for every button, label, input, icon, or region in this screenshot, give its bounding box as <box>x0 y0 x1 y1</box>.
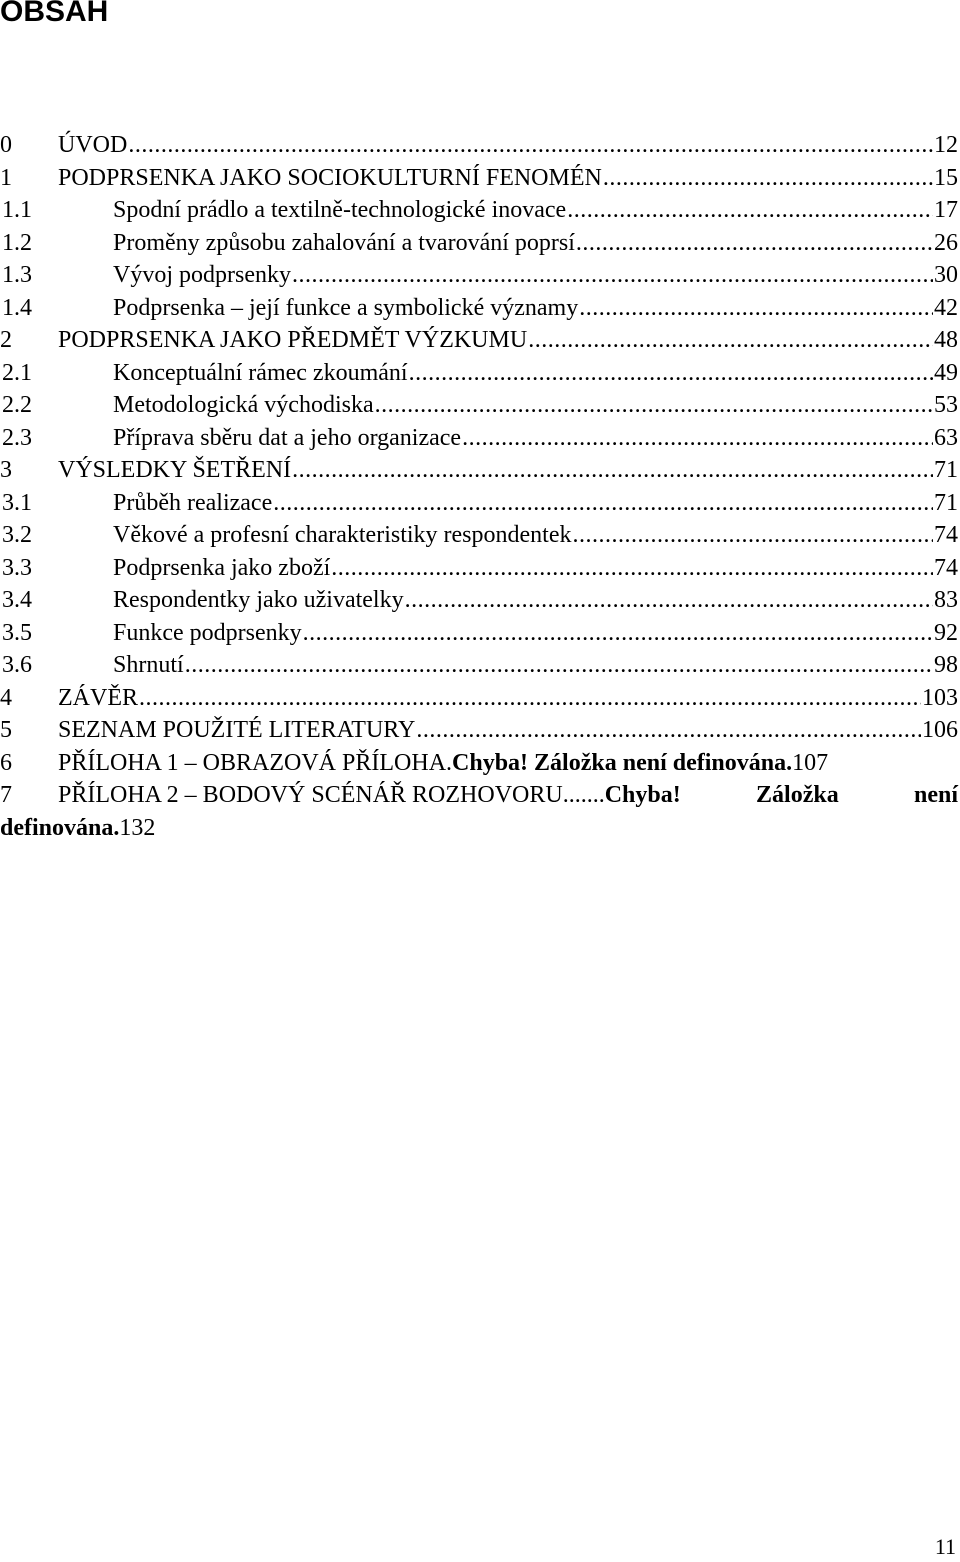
toc-entry[interactable] <box>0 357 958 390</box>
toc-entry[interactable] <box>0 617 958 650</box>
toc-entry-title: Shrnutí <box>113 652 184 678</box>
toc-entry-page: 49 <box>934 359 958 386</box>
toc-entry-number: 5 <box>0 717 12 743</box>
toc-entry[interactable] <box>0 324 958 357</box>
toc-entry-title: Funkce podprsenky <box>113 619 302 646</box>
toc-entry-number: 1.3 <box>2 262 32 288</box>
toc-leader-dots <box>567 194 933 226</box>
toc-entry-page: 63 <box>934 424 958 451</box>
toc-entry[interactable] <box>0 292 958 325</box>
toc-entry-page: 71 <box>934 457 958 483</box>
toc-entry-title: Proměny způsobu zahalování a tvarování poprsí <box>113 229 575 256</box>
toc-entry-title: Průběh realizace <box>113 489 273 516</box>
toc-leader-dots <box>292 454 933 486</box>
toc-leader-dots <box>409 357 933 389</box>
toc-entry-error-2[interactable] <box>0 779 958 844</box>
toc-entry-title: ÚVOD <box>58 132 128 158</box>
toc-leader-dots <box>416 714 921 746</box>
toc-entry-number: 3.1 <box>2 489 32 516</box>
toc-entry[interactable] <box>0 682 958 715</box>
toc-entry-page: 15 <box>934 164 958 191</box>
toc-leader-dots <box>573 519 934 551</box>
toc-leader-dots <box>603 162 933 194</box>
toc-entry-number: 6 <box>0 749 12 776</box>
toc-entry[interactable] <box>0 259 958 292</box>
toc-entry-number: 1.1 <box>2 197 32 223</box>
toc-entry[interactable] <box>0 422 958 455</box>
toc-leader-dots <box>579 292 933 324</box>
toc-leader-dots <box>185 649 933 681</box>
toc-entry-title: PŘÍLOHA 2 – BODOVÝ SCÉNÁŘ ROZHOVORU <box>58 782 563 808</box>
toc-entry[interactable] <box>0 584 958 617</box>
toc-entry[interactable] <box>0 162 958 195</box>
toc-entry-number: 3.5 <box>2 619 32 646</box>
toc-leader-dots: ....... <box>562 782 605 808</box>
toc-leader-dots <box>331 552 933 584</box>
toc-entry-title: Konceptuální rámec zkoumání <box>113 359 408 386</box>
toc-entry-title: Podprsenka jako zboží <box>113 554 331 581</box>
toc-entry[interactable] <box>0 129 958 162</box>
toc-leader-dots <box>128 129 933 161</box>
toc-entry-title: Metodologická východiska <box>113 392 374 418</box>
toc-entry-title: PODPRSENKA JAKO PŘEDMĚT VÝZKUMU <box>58 327 528 353</box>
toc-leader-dots <box>528 324 933 356</box>
page-number: 11 <box>934 1534 956 1559</box>
toc-entry-page: 26 <box>934 229 958 256</box>
toc-entry-page: 106 <box>922 717 958 743</box>
toc-leader-dots <box>139 682 921 714</box>
toc-entry[interactable] <box>0 389 958 422</box>
toc-entry-page: 83 <box>934 587 958 613</box>
toc-entry-page: 74 <box>934 522 958 548</box>
toc-leader-dots <box>292 259 933 291</box>
toc-leader-dots <box>375 389 933 421</box>
toc-entry-number: 3.3 <box>2 554 32 581</box>
toc-entry[interactable] <box>0 649 958 682</box>
toc-leader-dots <box>303 617 933 649</box>
toc-entry-page: 12 <box>934 132 958 158</box>
toc-entry-number: 3 <box>0 457 12 483</box>
toc-entry[interactable] <box>0 714 958 747</box>
toc-entry-number: 1.4 <box>2 294 32 321</box>
toc-entry-page: 74 <box>934 554 958 581</box>
toc-entry-number: 2.2 <box>2 392 32 418</box>
toc-entry-title: Podprsenka – její funkce a symbolické významy <box>113 294 579 321</box>
toc-entry-error-1[interactable] <box>0 747 958 780</box>
toc-entry-page: 42 <box>934 294 958 321</box>
toc-entry-page: 98 <box>934 652 958 678</box>
toc-entry-page: 53 <box>934 392 958 418</box>
toc-leader-dots <box>405 584 933 616</box>
toc-entry-title: ZÁVĚR <box>58 684 138 711</box>
toc-entry-title: Vývoj podprsenky <box>113 262 291 288</box>
toc-entry-title: Příprava sběru dat a jeho organizace <box>113 424 462 451</box>
toc-entry-title: SEZNAM POUŽITÉ LITERATURY <box>58 717 416 743</box>
toc-entry-title: Respondentky jako uživatelky <box>113 587 404 613</box>
toc-entry-page: 132 <box>119 814 156 841</box>
toc-leader-dots <box>273 487 933 519</box>
toc-entry-number: 3.4 <box>2 587 32 613</box>
toc-entry-page: 103 <box>922 684 958 711</box>
toc-entry-page: 17 <box>934 197 958 223</box>
toc-entry[interactable] <box>0 454 958 487</box>
toc-entry-title: VÝSLEDKY ŠETŘENÍ <box>58 457 292 483</box>
toc-entry[interactable] <box>0 194 958 227</box>
toc-entry-page: 92 <box>934 619 958 646</box>
toc-entry-title: PŘÍLOHA 1 – OBRAZOVÁ PŘÍLOHA. <box>58 749 453 776</box>
toc-entry-page: 30 <box>934 262 958 288</box>
toc-entry-number: 0 <box>0 132 12 158</box>
toc-entry[interactable] <box>0 519 958 552</box>
toc-bookmark-error: Chyba! Záložka není <box>604 782 958 808</box>
toc-entry-page: 107 <box>792 749 829 776</box>
toc-entry-number: 2 <box>0 327 12 353</box>
toc-entry-number: 3.2 <box>2 522 32 548</box>
toc-leader-dots <box>576 227 933 259</box>
toc-entry-page: 48 <box>934 327 958 353</box>
toc-entry-page: 71 <box>934 489 958 516</box>
toc-entry-number: 1 <box>0 164 12 191</box>
toc-heading: OBSAH <box>0 0 109 28</box>
toc-entry-number: 2.3 <box>2 424 32 451</box>
toc-bookmark-error-continued: definována. <box>0 814 120 841</box>
toc-leader-dots <box>462 422 933 454</box>
toc-entry[interactable] <box>0 227 958 260</box>
toc-entry[interactable] <box>0 487 958 520</box>
table-of-contents <box>0 129 958 844</box>
toc-entry[interactable] <box>0 552 958 585</box>
toc-entry-title: Spodní prádlo a textilně-technologické inovace <box>113 197 567 223</box>
toc-entry-title: PODPRSENKA JAKO SOCIOKULTURNÍ FENOMÉN <box>58 164 602 191</box>
toc-entry-number: 7 <box>0 782 12 808</box>
toc-entry-title: Věkové a profesní charakteristiky respondentek <box>113 522 572 548</box>
toc-entry-number: 2.1 <box>2 359 32 386</box>
toc-entry-number: 3.6 <box>2 652 32 678</box>
toc-entry-number: 1.2 <box>2 229 32 256</box>
toc-bookmark-error: Chyba! Záložka není definována. <box>452 749 793 776</box>
toc-entry-number: 4 <box>0 684 12 711</box>
